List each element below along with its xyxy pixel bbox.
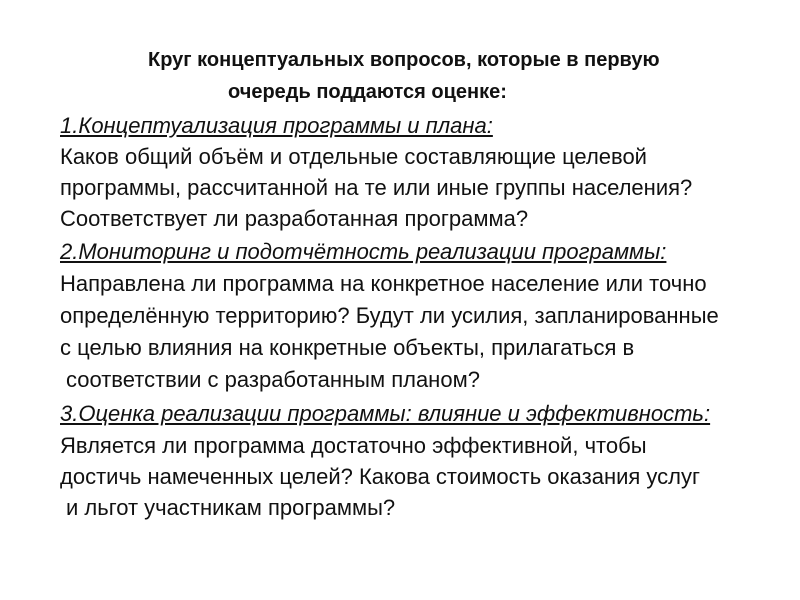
section-1-line-3: Соответствует ли разработанная программа? [60,206,529,231]
section-2-line-2: определённую территорию? Будут ли усилия, запланированные [60,303,719,328]
section-3-line-1: Является ли программа достаточно эффективной, чтобы [60,433,647,458]
slide-title-line-1: Круг концептуальных вопросов, которые в первую [148,49,660,71]
section-3-heading: 3.Оценка реализации программы: влияние и эффективность: [60,401,711,426]
section-1-heading: 1.Концептуализация программы и плана: [60,113,493,138]
section-2-line-4: соответствии с разработанным планом? [66,367,480,392]
section-1-line-1: Каков общий объём и отдельные составляющие целевой [60,144,647,169]
section-1-line-2: программы, рассчитанной на те или иные группы населения? [60,175,693,200]
section-2-heading: 2.Мониторинг и подотчётность реализации программы: [60,239,667,264]
section-2-line-1: Направлена ли программа на конкретное население или точно [60,271,707,296]
section-3-line-2: достичь намеченных целей? Какова стоимость оказания услуг [60,464,701,489]
slide-title-line-2: очередь поддаются оценке: [228,81,507,103]
section-3-line-3: и льгот участникам программы? [66,495,396,520]
section-2-line-3: с целью влияния на конкретные объекты, прилагаться в [60,335,635,360]
